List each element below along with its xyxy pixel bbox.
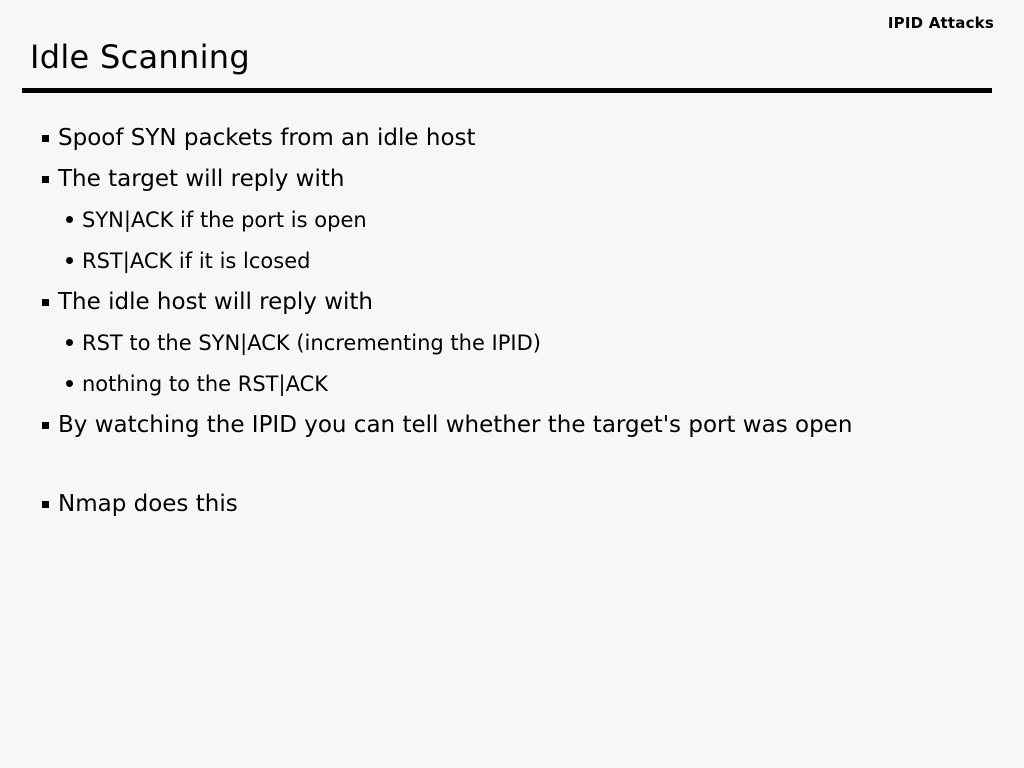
page-title: Idle Scanning — [30, 38, 250, 76]
list-item-text: RST to the SYN|ACK (incrementing the IPID) — [82, 331, 541, 355]
square-bullet-icon — [42, 501, 49, 508]
list-item-text: The target will reply with — [58, 166, 345, 192]
list-item — [38, 161, 988, 198]
dot-bullet-icon — [66, 257, 73, 264]
dot-bullet-icon — [66, 380, 73, 387]
dot-bullet-icon — [66, 216, 73, 223]
list-item-text: Nmap does this — [58, 491, 238, 517]
list-item — [38, 325, 988, 362]
slide-content — [38, 120, 988, 527]
list-item — [38, 243, 988, 280]
list-item — [38, 284, 988, 321]
list-item — [38, 202, 988, 239]
square-bullet-icon — [42, 135, 49, 142]
title-divider — [22, 88, 992, 93]
list-item-text: RST|ACK if it is lcosed — [82, 249, 311, 273]
list-item — [38, 407, 988, 444]
list-spacer — [38, 448, 988, 486]
list-item — [38, 366, 988, 403]
slide-header-label: IPID Attacks — [887, 14, 994, 32]
list-item-text: By watching the IPID you can tell whether the target's port was open — [58, 412, 853, 438]
list-item-text: SYN|ACK if the port is open — [82, 208, 367, 232]
list-item — [38, 486, 988, 523]
dot-bullet-icon — [66, 339, 73, 346]
list-item-text: The idle host will reply with — [58, 289, 373, 315]
square-bullet-icon — [42, 422, 49, 429]
list-item-text: nothing to the RST|ACK — [82, 372, 329, 396]
square-bullet-icon — [42, 299, 49, 306]
list-item — [38, 120, 988, 157]
square-bullet-icon — [42, 176, 49, 183]
list-item-text: Spoof SYN packets from an idle host — [58, 125, 476, 151]
